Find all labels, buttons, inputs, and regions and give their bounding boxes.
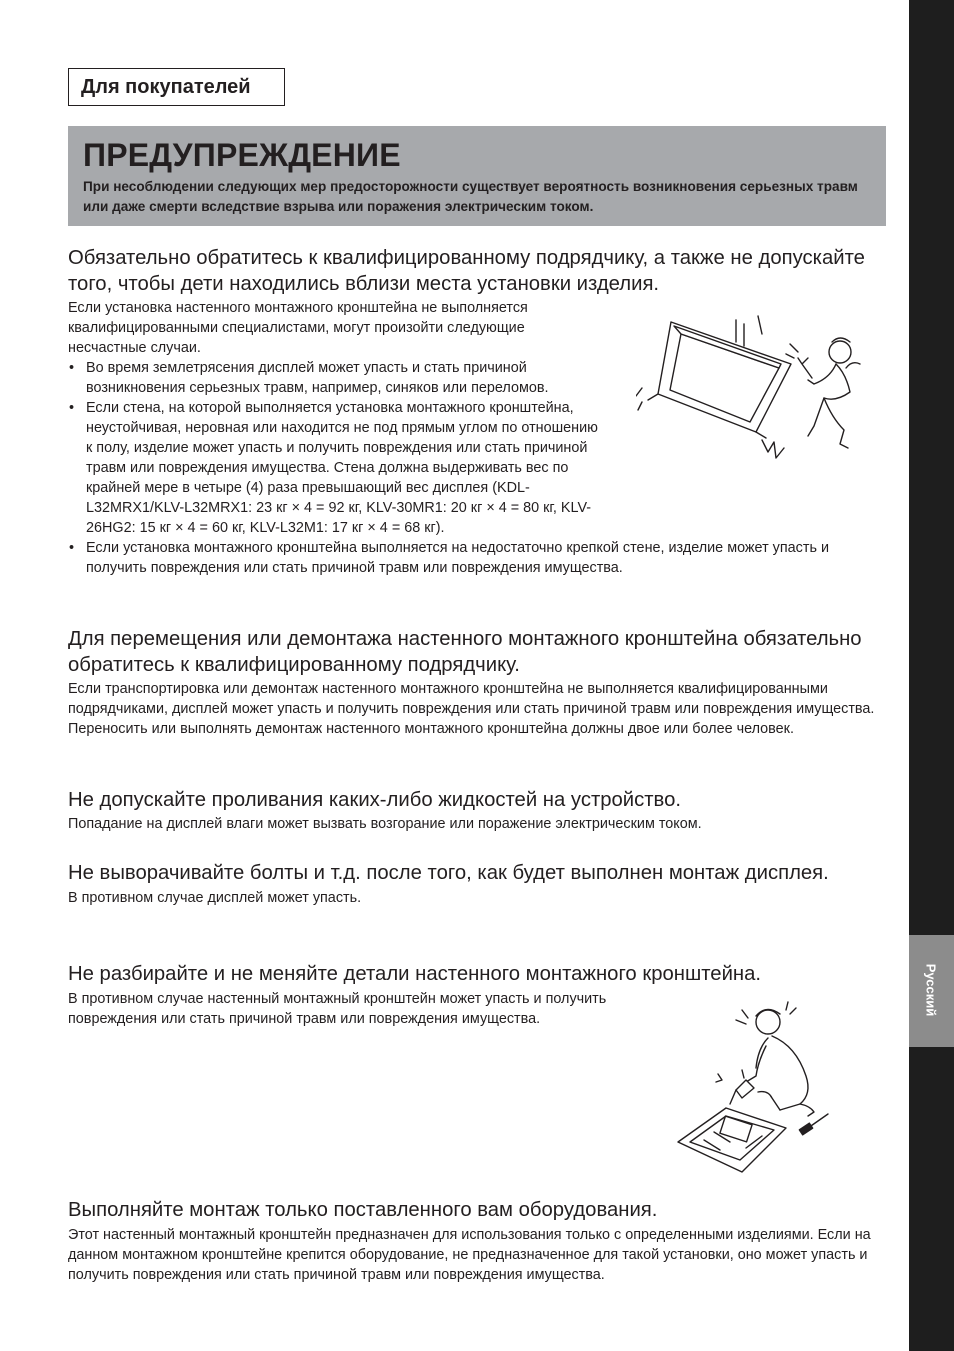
section-body: Этот настенный монтажный кронштейн предназначен для использования только с определенными изделиями. Если на данном монтажном кронштейне крепится оборудование, не предназначенное для такой установки, оно может упасть и получить повреждения или стать причиной травм или повреждения имущества.: [68, 1226, 871, 1283]
section-no-loosening-bolts: [68, 861, 868, 908]
section-heading: Не допускайте проливания каких-либо жидкостей на устройство.: [68, 789, 682, 811]
section-heading: Обязательно обратитесь к квалифицированному подрядчику, а также не допускайте того, чтобы дети находились вблизи места установки изделия.: [68, 247, 865, 295]
side-margin-strip: [909, 0, 954, 1351]
section-heading: Выполняйте монтаж только поставленного вам оборудования.: [68, 1199, 658, 1221]
section-body: Если транспортировка или демонтаж настенного монтажного кронштейна не выполняется квалифицированными подрядчиками, дисплей может упасть и получить повреждения или стать причиной травм или повреждения имущества. Переносить или выполнять демонтаж настенного монтажного кронштейна должны двое или более человек.: [68, 681, 875, 737]
section-move-or-remove: [68, 627, 880, 739]
disassembly-illustration: [668, 1000, 846, 1180]
warning-box: [68, 126, 886, 226]
bullet-item: • Во время землетрясения дисплей может упасть и стать причиной возникновения серьезных травм, например, синяков или переломов.: [68, 358, 606, 398]
section-body: В противном случае настенный монтажный кронштейн может упасть и получить повреждения или стать причиной травм или повреждения имущества.: [68, 990, 607, 1027]
audience-label: Для покупателей: [68, 68, 285, 106]
section-body: В противном случае дисплей может упасть.: [68, 889, 362, 906]
section-body: Если установка настенного монтажного кронштейна не выполняется квалифицированными специалистами, могут произойти следующие несчастные случаи.: [68, 300, 528, 356]
bullet-item: • Если стена, на которой выполняется установка монтажного кронштейна, неустойчивая, неровная или находится не под прямым углом по отношению к полу, изделие может упасть и получить повреждения или стать причиной травм или повреждения имущества. Стена должна выдерживать вес по крайней мере в четыре (4) раза превышающий вес дисплея (KDL-L32MRX1/KLV-L32MRX1: 23 кг × 4 = 92 кг, KLV-30MR1: 20 кг × 4 = 80 кг, KLV-26HG2: 15 кг × 4 = 60 кг, KLV-L32M1: 17 кг × 4 = 68 кг).: [68, 398, 606, 538]
bullet-item: • Если установка монтажного кронштейна выполняется на недостаточно крепкой стене, изделие может упасть и получить повреждения или стать причиной травм или повреждения имущества.: [68, 538, 886, 578]
section-heading: Для перемещения или демонтажа настенного монтажного кронштейна обязательно обратитесь к квалифицированному подрядчику.: [68, 628, 862, 676]
section-heading: Не разбирайте и не меняйте детали настенного монтажного кронштейна.: [68, 963, 762, 985]
section-no-liquids: [68, 788, 880, 834]
section-body: Попадание на дисплей влаги может вызвать возгорание или поражение электрическим током.: [68, 815, 702, 832]
language-tab-label: Русский: [923, 963, 939, 1017]
warning-text: При несоблюдении следующих мер предосторожности существует вероятность возникновения серьезных травм или даже смерти вследствие взрыва или поражения электрическим током.: [83, 179, 858, 214]
warning-title: ПРЕДУПРЕЖДЕНИЕ: [83, 137, 401, 173]
section-heading: Не выворачивайте болты и т.д. после того, как будет выполнен монтаж дисплея.: [68, 862, 829, 884]
falling-display-illustration: [636, 312, 872, 467]
section-supplied-equipment-only: [68, 1198, 880, 1285]
